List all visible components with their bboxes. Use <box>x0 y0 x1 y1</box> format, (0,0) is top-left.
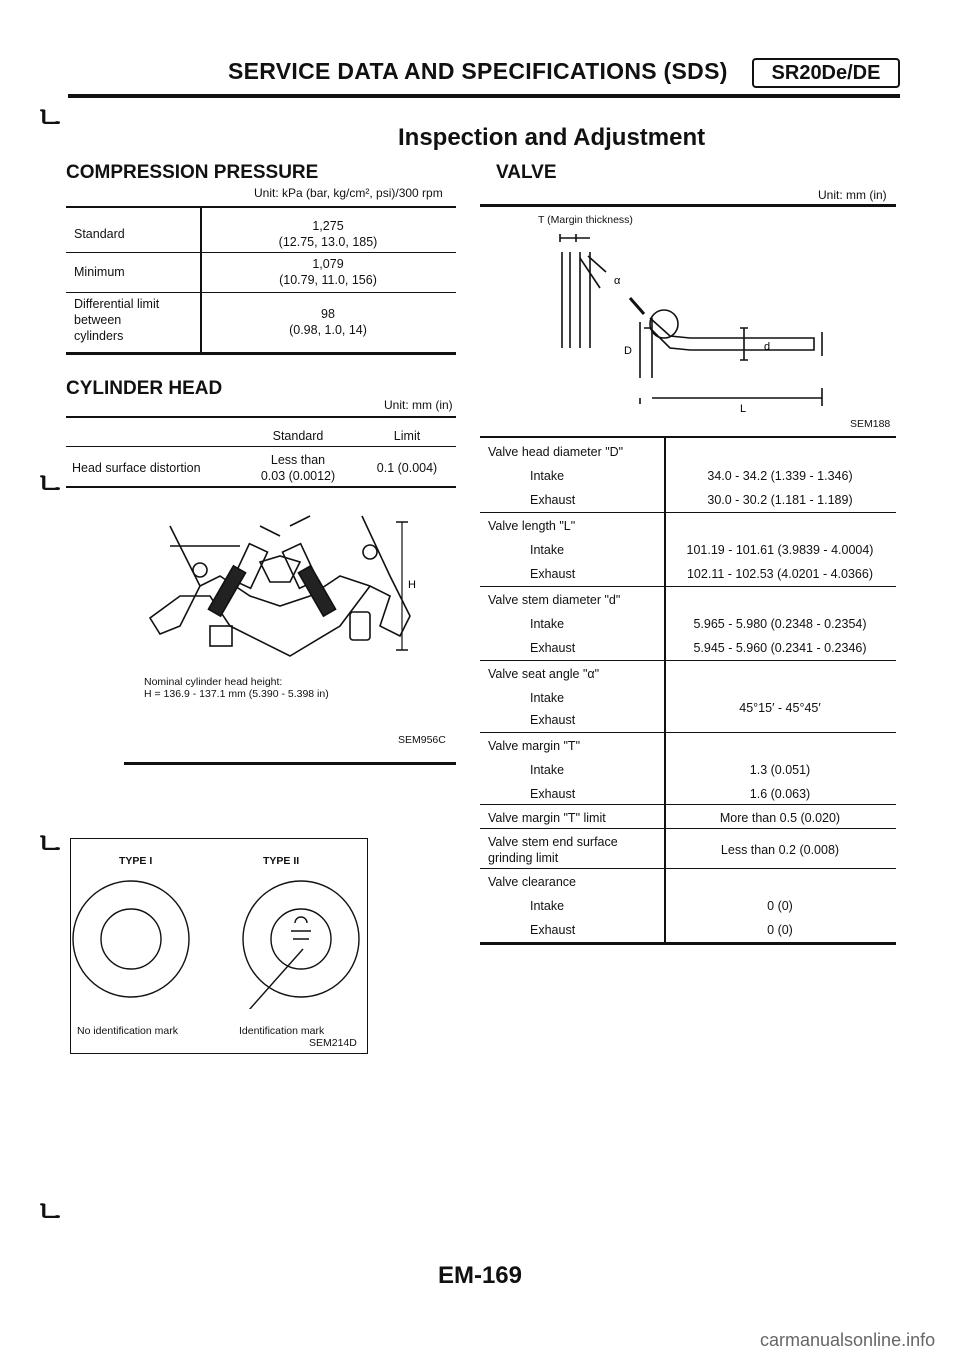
section-rule <box>124 762 456 765</box>
head-diam-label: Valve head diameter "D" <box>488 445 624 459</box>
intake-label: Intake <box>530 469 565 483</box>
table-rule <box>480 436 896 438</box>
page-title: SERVICE DATA AND SPECIFICATIONS (SDS) <box>228 58 728 84</box>
stem-end-value: Less than 0.2 (0.008) <box>720 843 840 857</box>
clearance-exhaust-value: 0 (0) <box>767 923 793 937</box>
table-rule <box>66 252 456 253</box>
clearance-label: Valve clearance <box>488 875 577 889</box>
distortion-label: Head surface distortion <box>72 461 201 475</box>
compression-minimum-label: Minimum <box>74 265 125 279</box>
fig-code: SEM956C <box>398 734 446 746</box>
table-rule <box>480 828 896 829</box>
binding-mark: ㄴ <box>36 828 65 861</box>
exhaust-label: Exhaust <box>530 923 576 937</box>
intake-label: Intake <box>530 543 565 557</box>
compression-differential-label: Differential limit between cylinders <box>74 297 160 343</box>
head-intake-value: 34.0 - 34.2 (1.339 - 1.346) <box>707 469 853 483</box>
exhaust-label: Exhaust <box>530 567 576 581</box>
table-rule <box>480 804 896 805</box>
compression-standard-value: 1,275 (12.75, 13.0, 185) <box>278 219 378 249</box>
stem-exhaust-value: 5.945 - 5.960 (0.2341 - 0.2346) <box>693 641 867 655</box>
table-rule <box>66 352 456 355</box>
types-fig-code: SEM214D <box>309 1037 357 1049</box>
exhaust-label: Exhaust <box>530 641 576 655</box>
head-height-note: Nominal cylinder head height: H = 136.9 - 137.1 mm (5.390 - 5.398 in) <box>144 676 329 700</box>
intake-label: Intake <box>530 617 565 631</box>
margin-limit-label: Valve margin "T" limit <box>488 811 606 825</box>
table-rule <box>480 586 896 587</box>
binding-mark: ㄴ <box>36 102 65 135</box>
stem-label: Valve stem diameter "d" <box>488 593 621 607</box>
identification-figure <box>70 838 368 1054</box>
length-label: Valve length "L" <box>488 519 576 533</box>
stem-end-label: Valve stem end surface grinding limit <box>488 835 618 865</box>
table-divider <box>664 438 666 942</box>
fig-d: d <box>764 341 771 353</box>
seat-value: 45°15′ - 45°45′ <box>739 701 821 715</box>
fig-alpha: α <box>614 275 621 287</box>
page-number: EM-169 <box>437 1262 523 1289</box>
col-standard: Standard <box>272 429 324 443</box>
type2-label: TYPE II <box>263 855 300 867</box>
clearance-intake-value: 0 (0) <box>767 899 793 913</box>
distortion-limit: 0.1 (0.004) <box>376 461 438 475</box>
distortion-standard: Less than 0.03 (0.0012) <box>260 453 336 483</box>
valve-fig-code: SEM188 <box>850 418 891 430</box>
header-rule <box>68 94 900 98</box>
valve-title: VALVE <box>496 162 557 183</box>
table-rule <box>66 416 456 418</box>
compression-title: COMPRESSION PRESSURE <box>66 162 319 183</box>
table-rule <box>480 204 896 207</box>
exhaust-label: Exhaust <box>530 713 576 727</box>
seat-label: Valve seat angle "α" <box>488 667 600 681</box>
binding-mark: ㄴ <box>36 1196 65 1229</box>
compression-standard-label: Standard <box>74 227 125 241</box>
valve-figure <box>540 228 840 414</box>
table-rule <box>66 292 456 293</box>
cylinder-head-unit: Unit: mm (in) <box>384 398 453 412</box>
binding-mark: ㄴ <box>36 468 65 501</box>
fig-D: D <box>624 345 632 357</box>
table-rule <box>480 660 896 661</box>
table-rule <box>66 446 456 447</box>
intake-label: Intake <box>530 691 565 705</box>
margin-exhaust-value: 1.6 (0.063) <box>749 787 811 801</box>
cylinder-head-figure <box>140 506 430 666</box>
table-rule <box>480 942 896 945</box>
table-rule <box>66 206 456 208</box>
watermark: carmanualsonline.info <box>760 1330 936 1350</box>
engine-badge: SR20De/DE <box>752 58 900 88</box>
exhaust-label: Exhaust <box>530 493 576 507</box>
fig-t-label: T (Margin thickness) <box>538 214 633 226</box>
fig-h-label: H <box>408 579 416 591</box>
margin-intake-value: 1.3 (0.051) <box>749 763 811 777</box>
stem-intake-value: 5.965 - 5.980 (0.2348 - 0.2354) <box>693 617 867 631</box>
head-exhaust-value: 30.0 - 30.2 (1.181 - 1.189) <box>707 493 853 507</box>
length-intake-value: 101.19 - 101.61 (3.9839 - 4.0004) <box>686 543 874 557</box>
table-rule <box>480 868 896 869</box>
type1-label: TYPE I <box>119 855 153 867</box>
bearing-shells-drawing <box>71 869 367 1009</box>
col-limit: Limit <box>393 429 421 443</box>
intake-label: Intake <box>530 899 565 913</box>
mark-label: Identification mark <box>239 1025 325 1037</box>
length-exhaust-value: 102.11 - 102.53 (4.0201 - 4.0366) <box>686 567 874 581</box>
compression-unit: Unit: kPa (bar, kg/cm², psi)/300 rpm <box>254 186 443 200</box>
intake-label: Intake <box>530 763 565 777</box>
valve-unit: Unit: mm (in) <box>818 188 887 202</box>
no-mark-label: No identification mark <box>77 1025 178 1037</box>
margin-limit-value: More than 0.5 (0.020) <box>719 811 841 825</box>
table-rule <box>480 512 896 513</box>
table-rule <box>480 732 896 733</box>
exhaust-label: Exhaust <box>530 787 576 801</box>
section-subtitle: Inspection and Adjustment <box>398 124 706 151</box>
margin-label: Valve margin "T" <box>488 739 581 753</box>
cylinder-head-title: CYLINDER HEAD <box>66 378 223 399</box>
fig-L: L <box>740 403 747 414</box>
compression-differential-value: 98 (0.98, 1.0, 14) <box>289 307 367 337</box>
table-rule <box>66 486 456 488</box>
compression-minimum-value: 1,079 (10.79, 11.0, 156) <box>279 257 377 287</box>
